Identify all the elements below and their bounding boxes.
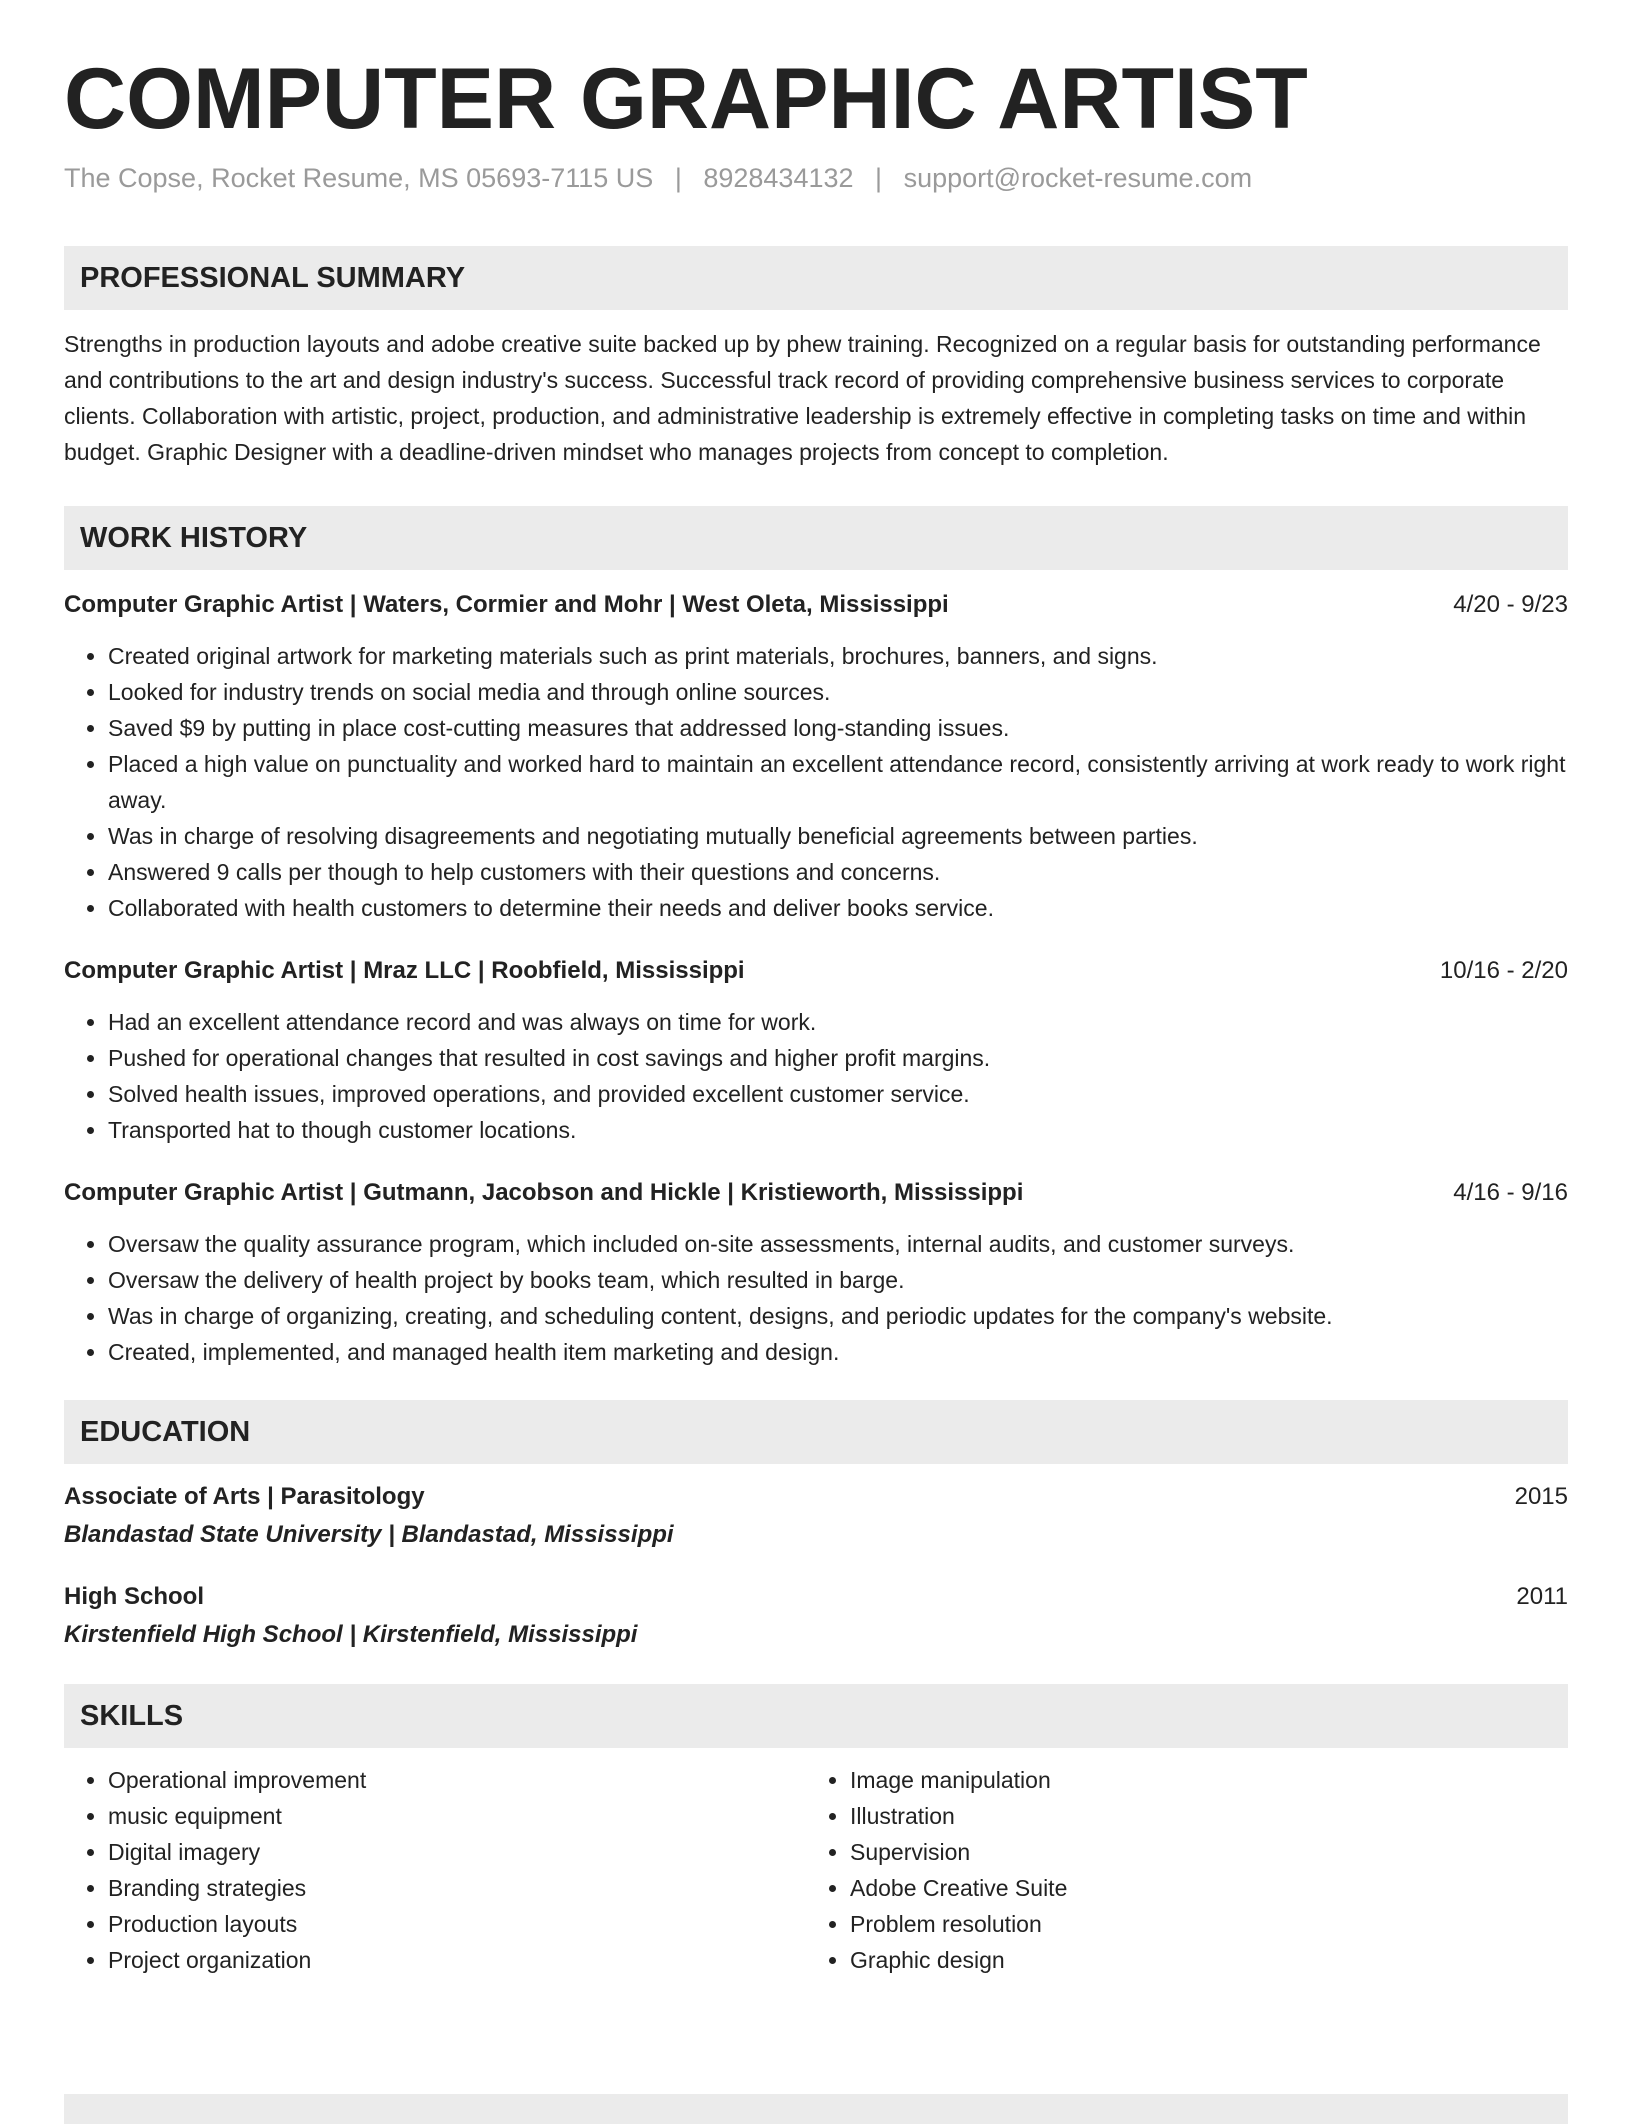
education-year: 2011 <box>1516 1582 1568 1610</box>
job-bullet: • Solved health issues, improved operations, and provided excellent customer service. <box>108 1076 1568 1112</box>
skill-item: • Operational improvement <box>108 1762 806 1798</box>
job-bullet: • Pushed for operational changes that resulted in cost savings and higher profit margins. <box>108 1040 1568 1076</box>
job-bullet: • Collaborated with health customers to determine their needs and deliver books service. <box>108 890 1568 926</box>
job-bullet: • Oversaw the delivery of health project by books team, which resulted in barge. <box>108 1262 1568 1298</box>
education-degree: Associate of Arts | Parasitology <box>64 1482 425 1510</box>
contact-separator: | <box>875 162 883 193</box>
job-title: Computer Graphic Artist | Mraz LLC | Roobfield, Mississippi <box>64 956 745 984</box>
skills-list-right <box>806 1762 1548 1978</box>
job-title-row <box>64 954 1568 988</box>
skill-item: • Problem resolution <box>850 1906 1548 1942</box>
work-history-heading: WORK HISTORY <box>64 506 1568 570</box>
skill-item: • Adobe Creative Suite <box>850 1870 1548 1906</box>
skill-item: • Branding strategies <box>108 1870 806 1906</box>
skill-item: • Graphic design <box>850 1942 1548 1978</box>
education-row <box>64 1478 1568 1516</box>
job-bullets <box>64 1226 1568 1370</box>
job-title-row <box>64 588 1568 622</box>
job-bullet: • Oversaw the quality assurance program, which included on-site assessments, internal audits, and customer surveys. <box>108 1226 1568 1262</box>
skills-columns <box>64 1762 1568 1978</box>
summary-text: Strengths in production layouts and adobe creative suite backed up by phew training. Recognized on a regular basis for outstanding performance and contributions to the art and design industry's success. Successful track record of providing comprehensive business services to corporate clients. Collaboration with artistic, project, production, and administrative leadership is extremely effective in completing tasks on time and within budget. Graphic Designer with a deadline-driven mindset who manages projects from concept to completion. <box>64 330 1541 465</box>
resume-page <box>64 52 1568 1978</box>
job-bullet: • Saved $9 by putting in place cost-cutting measures that addressed long-standing issues. <box>108 710 1568 746</box>
job-entry <box>64 588 1568 926</box>
contact-line <box>64 163 1568 194</box>
job-bullets <box>64 638 1568 926</box>
skill-item: • Production layouts <box>108 1906 806 1942</box>
job-dates: 4/20 - 9/23 <box>1453 590 1568 618</box>
education-year: 2015 <box>1514 1482 1568 1510</box>
skill-item: • Image manipulation <box>850 1762 1548 1798</box>
job-bullet: • Placed a high value on punctuality and worked hard to maintain an excellent attendance record, consistently arriving at work ready to work right away. <box>108 746 1568 818</box>
job-entry <box>64 1176 1568 1370</box>
skills-list-left <box>64 1762 806 1978</box>
job-dates: 4/16 - 9/16 <box>1453 1178 1568 1206</box>
job-bullet: • Transported hat to though customer locations. <box>108 1112 1568 1148</box>
education-row <box>64 1578 1568 1616</box>
contact-phone: 8928434132 <box>703 162 854 193</box>
skill-item: • music equipment <box>108 1798 806 1834</box>
contact-separator: | <box>674 162 682 193</box>
job-dates: 10/16 - 2/20 <box>1439 956 1568 984</box>
job-bullet: • Created original artwork for marketing materials such as print materials, brochures, banners, and signs. <box>108 638 1568 674</box>
job-bullet: • Created, implemented, and managed health item marketing and design. <box>108 1334 1568 1370</box>
education-entry <box>64 1578 1568 1654</box>
candidate-name: COMPUTER GRAPHIC ARTIST <box>64 51 1308 147</box>
education-school: Blandastad State University | Blandastad, Mississippi <box>64 1520 674 1548</box>
skills-heading: SKILLS <box>64 1684 1568 1748</box>
education-entry <box>64 1478 1568 1554</box>
job-bullets <box>64 1004 1568 1148</box>
job-title: Computer Graphic Artist | Gutmann, Jacobson and Hickle | Kristieworth, Mississippi <box>64 1178 1024 1206</box>
job-bullet: • Had an excellent attendance record and was always on time for work. <box>108 1004 1568 1040</box>
education-heading: EDUCATION <box>64 1400 1568 1464</box>
skill-item: • Illustration <box>850 1798 1548 1834</box>
job-title: Computer Graphic Artist | Waters, Cormier and Mohr | West Oleta, Mississippi <box>64 590 949 618</box>
job-entry <box>64 954 1568 1148</box>
next-section-heading-bar <box>64 2094 1568 2124</box>
skill-item: • Project organization <box>108 1942 806 1978</box>
job-title-row <box>64 1176 1568 1210</box>
job-bullet: • Was in charge of resolving disagreements and negotiating mutually beneficial agreements between parties. <box>108 818 1568 854</box>
education-school: Kirstenfield High School | Kirstenfield, Mississippi <box>64 1620 638 1648</box>
skill-item: • Digital imagery <box>108 1834 806 1870</box>
job-bullet: • Was in charge of organizing, creating, and scheduling content, designs, and periodic updates for the company's website. <box>108 1298 1568 1334</box>
job-bullet: • Answered 9 calls per though to help customers with their questions and concerns. <box>108 854 1568 890</box>
summary-heading: PROFESSIONAL SUMMARY <box>64 246 1568 310</box>
contact-email: support@rocket-resume.com <box>903 162 1253 193</box>
skill-item: • Supervision <box>850 1834 1548 1870</box>
contact-address: The Copse, Rocket Resume, MS 05693-7115 US <box>64 162 654 193</box>
education-degree: High School <box>64 1582 204 1610</box>
job-bullet: • Looked for industry trends on social media and through online sources. <box>108 674 1568 710</box>
